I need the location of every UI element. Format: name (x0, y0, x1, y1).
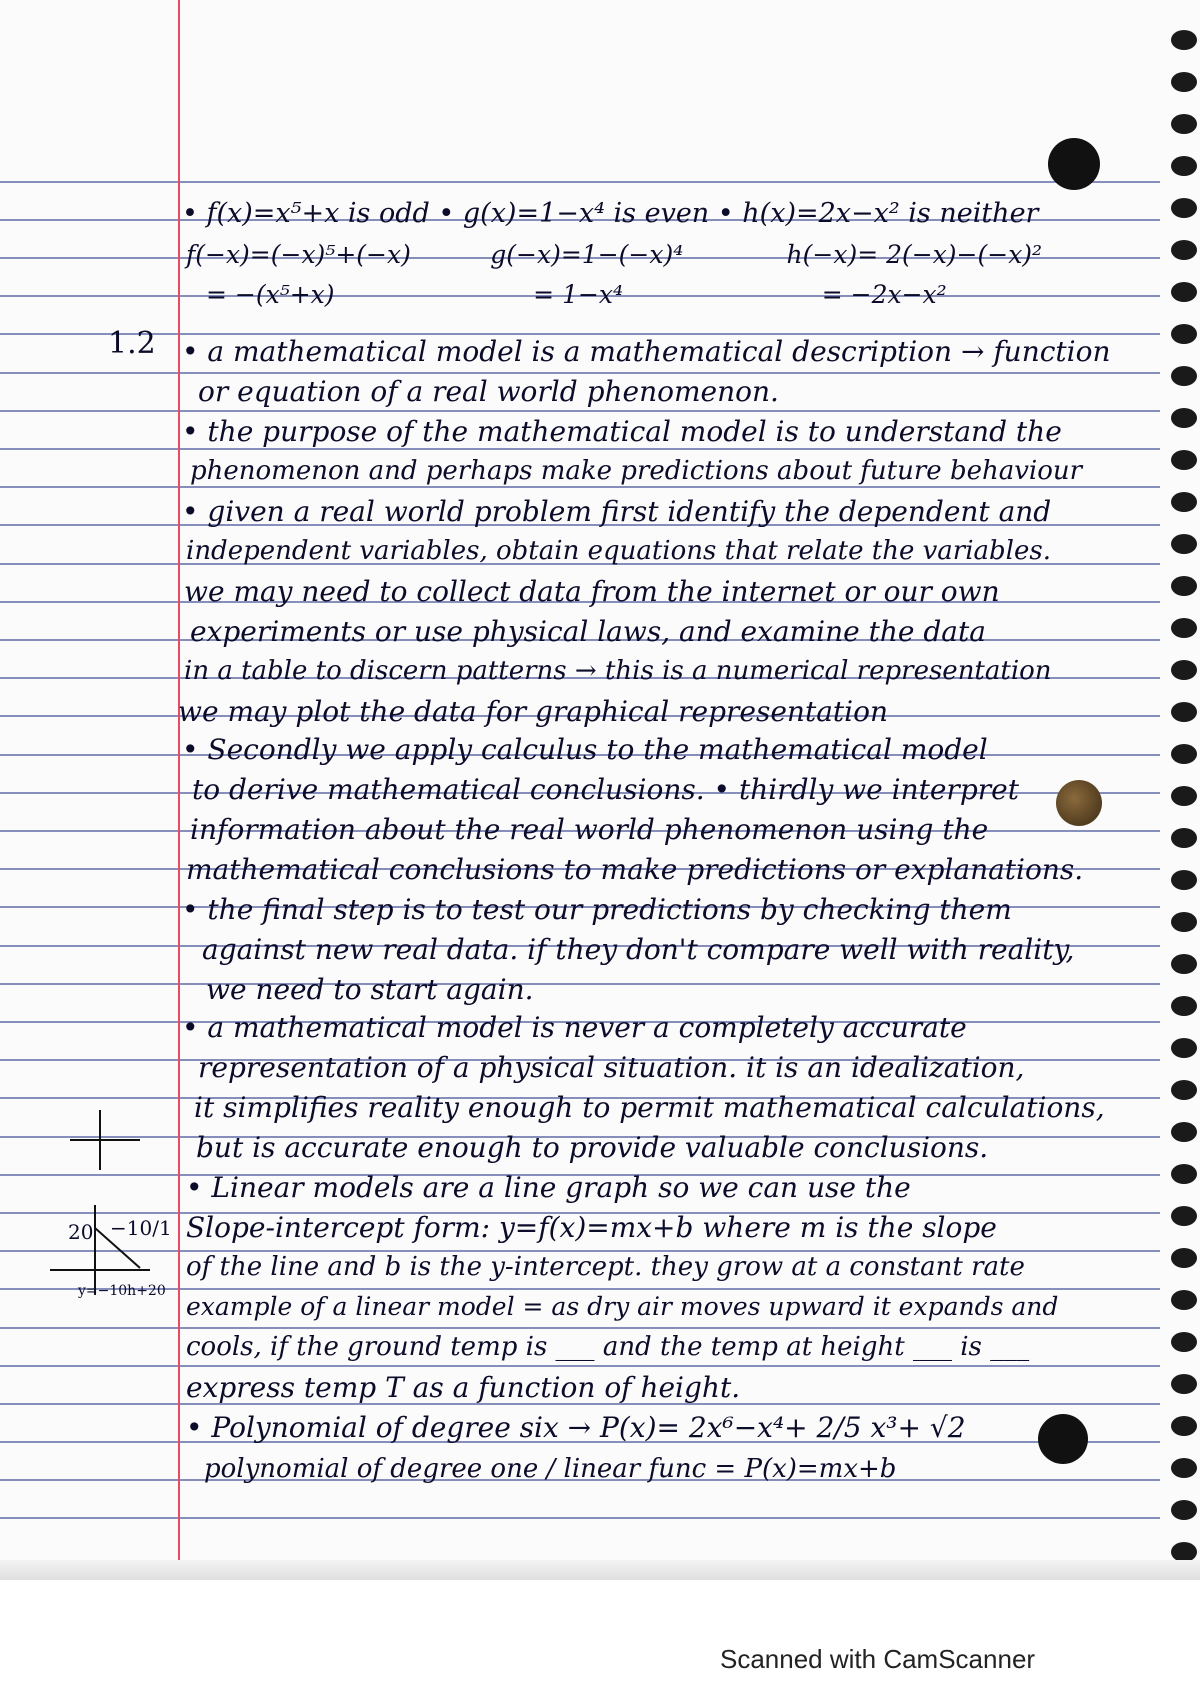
note-line-22: it simplifies reality enough to permit mathematical calculations, (194, 1091, 1105, 1124)
note-line-3: • a mathematical model is a mathematical description → function (182, 335, 1111, 368)
note-line-30: • Polynomial of degree six → P(x)= 2x⁶−x⁴+ 2/5 x³+ √2 (186, 1411, 966, 1444)
scanner-watermark: Scanned with CamScanner (720, 1644, 1036, 1674)
sketch-label-slope: −10/1 (110, 1216, 172, 1240)
note-line-2: = −(x⁵+x) = 1−x⁴ = −2x−x² (206, 280, 947, 309)
note-line-10: experiments or use physical laws, and examine the data (190, 615, 986, 648)
note-line-21: representation of a physical situation. it is an idealization, (198, 1051, 1025, 1084)
sketch-label-equation: y=−10h+20 (78, 1283, 166, 1299)
note-line-16: mathematical conclusions to make predictions or explanations. (186, 853, 1084, 886)
note-line-8: independent variables, obtain equations that relate the variables. (186, 536, 1051, 566)
margin-line (178, 0, 180, 1580)
note-line-15: information about the real world phenomenon using the (190, 813, 989, 846)
note-line-31: polynomial of degree one / linear func = P(x)=mx+b (204, 1454, 897, 1484)
note-line-9: we may need to collect data from the internet or our own (184, 575, 1000, 608)
note-line-25: Slope-intercept form: y=f(x)=mx+b where m is the slope (186, 1211, 997, 1244)
punch-hole-middle (1056, 780, 1102, 826)
note-line-29: express temp T as a function of height. (186, 1371, 741, 1404)
note-line-5: • the purpose of the mathematical model is to understand the (182, 415, 1062, 448)
note-line-4: or equation of a real world phenomenon. (198, 375, 779, 408)
note-line-20: • a mathematical model is never a completely accurate (182, 1011, 967, 1044)
note-line-27: example of a linear model = as dry air moves upward it expands and (186, 1292, 1059, 1321)
note-line-17: • the final step is to test our predictions by checking them (182, 893, 1012, 926)
note-line-23: but is accurate enough to provide valuable conclusions. (196, 1131, 989, 1164)
note-line-1: f(−x)=(−x)⁵+(−x) g(−x)=1−(−x)⁴ h(−x)= 2(−x)−(−x)² (186, 240, 1043, 269)
page-bottom-edge (0, 1560, 1200, 1580)
linear-graph-sketch (40, 1110, 190, 1300)
note-line-11: in a table to discern patterns → this is a numerical representation (184, 656, 1052, 686)
section-number: 1.2 (108, 326, 156, 361)
note-line-24: • Linear models are a line graph so we can use the (186, 1171, 911, 1204)
note-line-14: to derive mathematical conclusions. • thirdly we interpret (192, 773, 1019, 806)
sketch-label-20: 20 (68, 1220, 94, 1244)
spiral-binding (1158, 0, 1200, 1580)
note-line-26: of the line and b is the y-intercept. they grow at a constant rate (186, 1252, 1025, 1282)
note-line-28: cools, if the ground temp is ___ and the temp at height ___ is ___ (186, 1332, 1030, 1362)
punch-hole-top (1048, 138, 1100, 190)
note-line-13: • Secondly we apply calculus to the mathematical model (182, 733, 988, 766)
note-line-19: we need to start again. (206, 973, 534, 1006)
note-line-7: • given a real world problem first identify the dependent and (182, 495, 1052, 528)
note-line-18: against new real data. if they don't compare well with reality, (202, 933, 1075, 966)
note-line-12: we may plot the data for graphical representation (178, 695, 889, 728)
punch-hole-bottom (1038, 1414, 1088, 1464)
note-line-6: phenomenon and perhaps make predictions about future behaviour (190, 456, 1083, 486)
note-line-0: • f(x)=x⁵+x is odd • g(x)=1−x⁴ is even • h(x)=2x−x² is neither (182, 198, 1039, 229)
